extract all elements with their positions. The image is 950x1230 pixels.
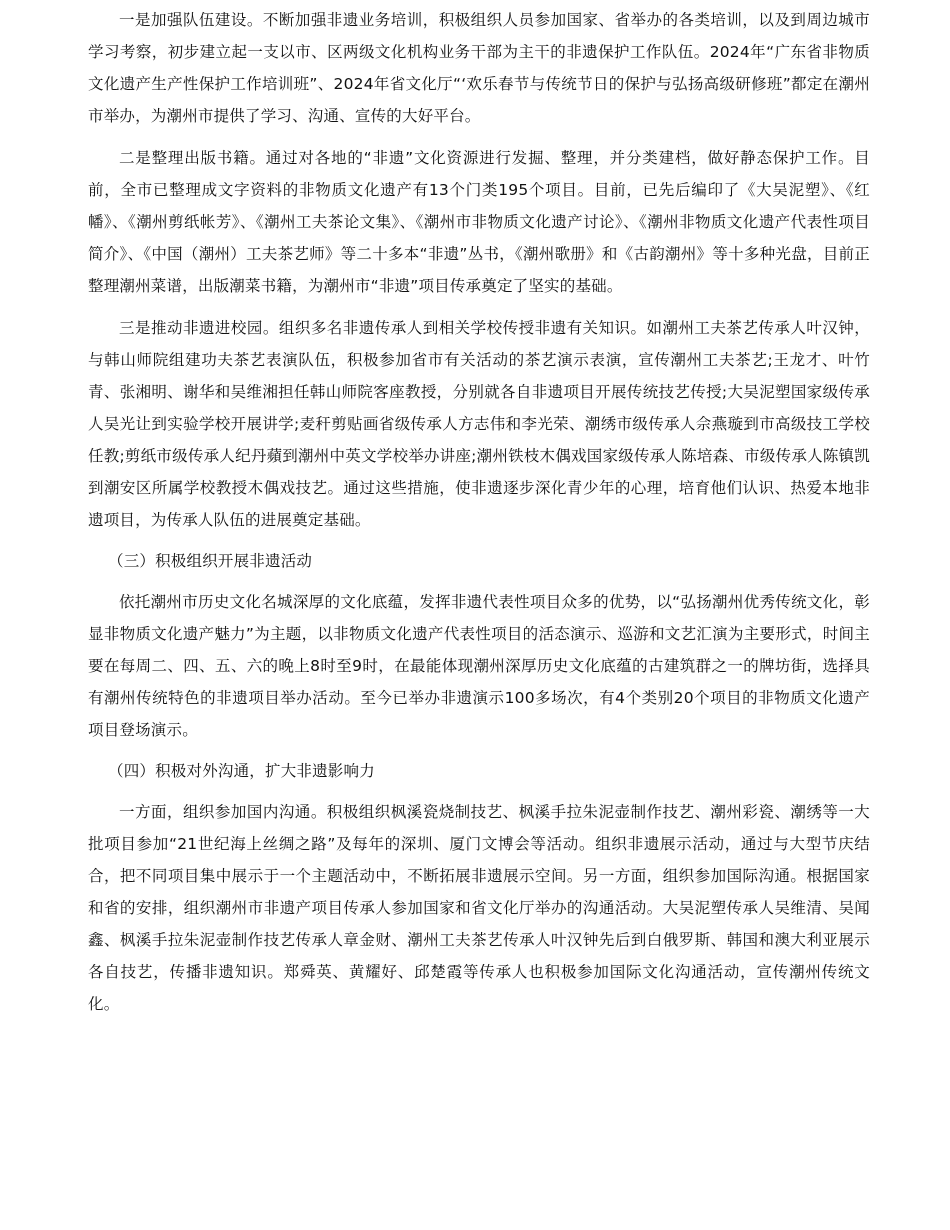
paragraph-activities: 依托潮州市历史文化名城深厚的文化底蕴，发挥非遗代表性项目众多的优势，以“弘扬潮州优秀传统文化，彰显非物质文化遗产魅力”为主题，以非物质文化遗产代表性项目的活态演示、巡游和文艺汇演为主要形式，时间主要在每周二、四、五、六的晚上8时至9时，在最能体现潮州深厚历史文化底蕴的古建筑群之一的牌坊街，选择具有潮州传统特色的非遗项目举办活动。至今已举办非遗演示100多场次，有4个类别20个项目的非物质文化遗产项目登场演示。	[88, 593, 870, 739]
paragraph-external-communication: 一方面，组织参加国内沟通。积极组织枫溪瓷烧制技艺、枫溪手拉朱泥壶制作技艺、潮州彩瓷、潮绣等一大批项目参加“21世纪海上丝绸之路”及每年的深圳、厦门文博会等活动。组织非遗展示活动，通过与大型节庆结合，把不同项目集中展示于一个主题活动中，不断拓展非遗展示空间。另一方面，组织参加国际沟通。根据国家和省的安排，组织潮州市非遗产项目传承人参加国家和省文化厅举办的沟通活动。大吴泥塑传承人吴维清、吴闻鑫、枫溪手拉朱泥壶制作技艺传承人章金财、潮州工夫茶艺传承人叶汉钟先后到白俄罗斯、韩国和澳大利亚展示各自技艺，传播非遗知识。郑舜英、黄耀好、邱楚霞等传承人也积极参加国际文化沟通活动，宣传潮州传统文化。	[88, 803, 870, 1013]
paragraph-school-outreach: 三是推动非遗进校园。组织多名非遗传承人到相关学校传授非遗有关知识。如潮州工夫茶艺传承人叶汉钟，与韩山师院组建功夫茶艺表演队伍，积极参加省市有关活动的茶艺演示表演，宣传潮州工夫茶艺;王龙才、叶竹青、张湘明、谢华和吴维湘担任韩山师院客座教授，分别就各自非遗项目开展传统技艺传授;大吴泥塑国家级传承人吴光让到实验学校开展讲学;麦秆剪贴画省级传承人方志伟和李光荣、潮绣市级传承人佘燕璇到市高级技工学校任教;剪纸市级传承人纪丹蘋到潮州中英文学校举办讲座;潮州铁枝木偶戏国家级传承人陈培森、市级传承人陈镇凯到潮安区所属学校教授木偶戏技艺。通过这些措施，使非遗逐步深化青少年的心理，培育他们认识、热爱本地非遗项目，为传承人队伍的进展奠定基础。	[88, 319, 870, 529]
document-body	[88, 4, 870, 1020]
section-heading-activities: （三）积极组织开展非遗活动	[108, 552, 313, 570]
paragraph-team-building: 一是加强队伍建设。不断加强非遗业务培训，积极组织人员参加国家、省举办的各类培训，以及到周边城市学习考察，初步建立起一支以市、区两级文化机构业务干部为主干的非遗保护工作队伍。2024年“广东省非物质文化遗产生产性保护工作培训班”、2024年省文化厅“‘欢乐春节与传统节日的保护与弘扬高级研修班”都定在潮州市举办，为潮州市提供了学习、沟通、宣传的大好平台。	[88, 11, 870, 125]
section-heading-external-communication: （四）积极对外沟通，扩大非遗影响力	[108, 762, 375, 780]
paragraph-publishing: 二是整理出版书籍。通过对各地的“非遗”文化资源进行发掘、整理，并分类建档，做好静态保护工作。目前，全市已整理成文字资料的非物质文化遗产有13个门类195个项目。目前，已先后编印了《大吴泥塑》、《红幡》、《潮州剪纸帐芳》、《潮州工夫茶论文集》、《潮州市非物质文化遗产讨论》、《潮州非物质文化遗产代表性项目简介》、《中国（潮州）工夫茶艺师》等二十多本“非遗”丛书，《潮州歌册》和《古韵潮州》等十多种光盘，目前正整理潮州菜谱，出版潮菜书籍，为潮州市“非遗”项目传承奠定了坚实的基础。	[88, 149, 870, 295]
